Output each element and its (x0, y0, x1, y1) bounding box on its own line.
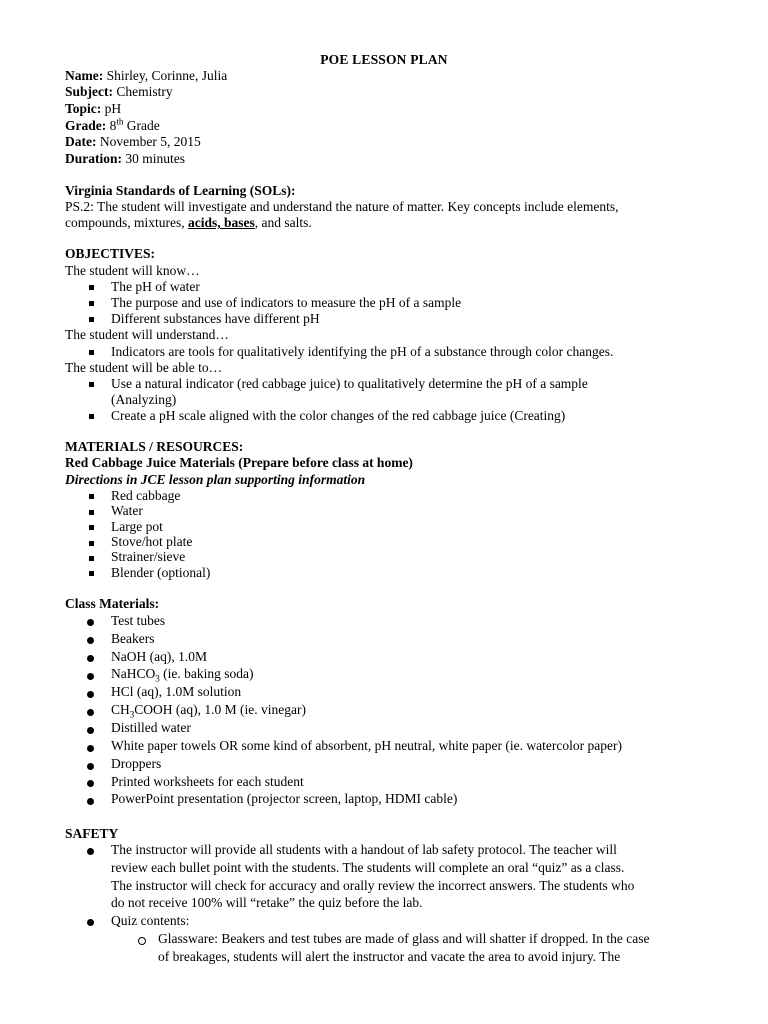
date-value: November 5, 2015 (99, 134, 201, 149)
grade-suffix: Grade (126, 118, 160, 133)
sol-line-2-pre: compounds, mixtures, (65, 215, 185, 230)
glassware-line-2: of breakages, students will alert the instructor and vacate the area to avoid injury. The (158, 949, 621, 964)
safety-paragraph-line-2: review each bullet point with the students. The students will complete an oral “quiz” as a class. (111, 860, 625, 875)
list-item: Stove/hot plate (111, 534, 193, 549)
date-label: Date: (65, 134, 97, 149)
bullet-icon (89, 541, 94, 546)
understand-intro: The student will understand… (65, 327, 229, 342)
sol-acids-bases: acids, bases (188, 215, 255, 230)
bullet-icon (89, 556, 94, 561)
list-item: Large pot (111, 519, 163, 534)
bullet-icon (89, 414, 94, 419)
duration-value: 30 minutes (125, 151, 185, 166)
bullet-icon (89, 382, 94, 387)
safety-heading: SAFETY (65, 826, 119, 841)
list-item: The purpose and use of indicators to measure the pH of a sample (111, 295, 462, 310)
safety-paragraph-line-1: The instructor will provide all students with a handout of lab safety protocol. The teacher will (111, 842, 617, 857)
list-item: HCl (aq), 1.0M solution (111, 684, 242, 699)
list-item: Indicators are tools for qualitatively identifying the pH of a substance through color changes. (111, 344, 614, 359)
list-item: Different substances have different pH (111, 311, 320, 326)
glassware-line-1: Glassware: Beakers and test tubes are made of glass and will shatter if dropped. In the case (158, 931, 650, 946)
list-item: NaOH (aq), 1.0M (111, 649, 207, 664)
directions-note: Directions in JCE lesson plan supporting information (65, 472, 366, 487)
acetic-subscript: 3 (129, 709, 135, 720)
subject-row (65, 84, 173, 100)
nahco3-subscript: 3 (155, 673, 160, 684)
subject-label: Subject: (65, 84, 113, 99)
bullet-icon (87, 919, 94, 926)
bullet-icon (87, 655, 94, 662)
list-item: Blender (optional) (111, 565, 211, 580)
bullet-icon (89, 571, 94, 576)
bullet-icon (87, 619, 94, 626)
bullet-icon (87, 763, 94, 770)
acetic-note: COOH (aq), 1.0 M (ie. vinegar) (134, 702, 306, 717)
bullet-icon (87, 745, 94, 752)
class-materials-heading: Class Materials: (65, 596, 160, 611)
bullet-icon (89, 525, 94, 530)
duration-label: Duration: (65, 151, 122, 166)
cabbage-subheading: Red Cabbage Juice Materials (Prepare before class at home) (65, 455, 413, 470)
know-intro: The student will know… (65, 263, 200, 278)
materials-heading: MATERIALS / RESOURCES: (65, 439, 244, 454)
list-item: The pH of water (111, 279, 200, 294)
topic-value: pH (104, 101, 122, 116)
acetic-formula: CH (111, 702, 130, 717)
list-item: Test tubes (111, 613, 166, 628)
list-item: Water (111, 503, 143, 518)
nahco3-formula: NaHCO (111, 666, 156, 681)
grade-row (65, 118, 160, 134)
sol-line-1: PS.2: The student will investigate and understand the nature of matter. Key concepts include elements, (65, 199, 619, 214)
date-row (65, 134, 201, 150)
quiz-contents-label: Quiz contents: (111, 913, 190, 928)
able-intro: The student will be able to… (65, 360, 223, 375)
bullet-icon (87, 798, 94, 805)
list-item: Red cabbage (111, 488, 181, 503)
safety-paragraph-line-4: do not receive 100% will “retake” the quiz before the lab. (111, 895, 423, 910)
list-item (111, 666, 253, 682)
list-item: Beakers (111, 631, 155, 646)
objectives-heading: OBJECTIVES: (65, 246, 156, 261)
list-item: Printed worksheets for each student (111, 774, 304, 789)
list-item: Distilled water (111, 720, 191, 735)
list-item (111, 702, 306, 718)
bullet-icon (87, 691, 94, 698)
subject-value: Chemistry (116, 84, 173, 99)
bullet-icon (87, 780, 94, 787)
sol-line-2 (65, 215, 312, 231)
list-item: Droppers (111, 756, 162, 771)
page-title: POE LESSON PLAN (320, 52, 448, 67)
bullet-icon (89, 285, 94, 290)
bullet-icon (89, 317, 94, 322)
sol-line-2-post: , and salts. (254, 215, 312, 230)
list-item: Use a natural indicator (red cabbage juice) to qualitatively determine the pH of a sample (111, 376, 588, 391)
grade-number: 8 (109, 118, 117, 133)
grade-superscript: th (116, 116, 124, 127)
list-item: PowerPoint presentation (projector screen, laptop, HDMI cable) (111, 791, 458, 806)
sol-heading: Virginia Standards of Learning (SOLs): (65, 183, 296, 198)
grade-label: Grade: (65, 118, 107, 133)
topic-row (65, 101, 121, 117)
name-value: Shirley, Corinne, Julia (106, 68, 228, 83)
hollow-bullet-icon (138, 937, 146, 945)
name-label: Name: (65, 68, 104, 83)
list-item: Strainer/sieve (111, 549, 186, 564)
safety-paragraph-line-3: The instructor will check for accuracy and orally review the incorrect answers. The students who (111, 878, 635, 893)
bullet-icon (89, 350, 94, 355)
bullet-icon (87, 637, 94, 644)
list-item-continued: (Analyzing) (111, 392, 177, 407)
bullet-icon (87, 727, 94, 734)
bullet-icon (87, 709, 94, 716)
list-item: White paper towels OR some kind of absorbent, pH neutral, white paper (ie. watercolor paper) (111, 738, 622, 753)
bullet-icon (87, 673, 94, 680)
bullet-icon (89, 494, 94, 499)
bullet-icon (87, 848, 94, 855)
topic-label: Topic: (65, 101, 102, 116)
name-row (65, 68, 227, 84)
nahco3-note: (ie. baking soda) (159, 666, 254, 681)
duration-row (65, 151, 185, 167)
list-item: Create a pH scale aligned with the color changes of the red cabbage juice (Creating) (111, 408, 566, 423)
bullet-icon (89, 510, 94, 515)
bullet-icon (89, 301, 94, 306)
